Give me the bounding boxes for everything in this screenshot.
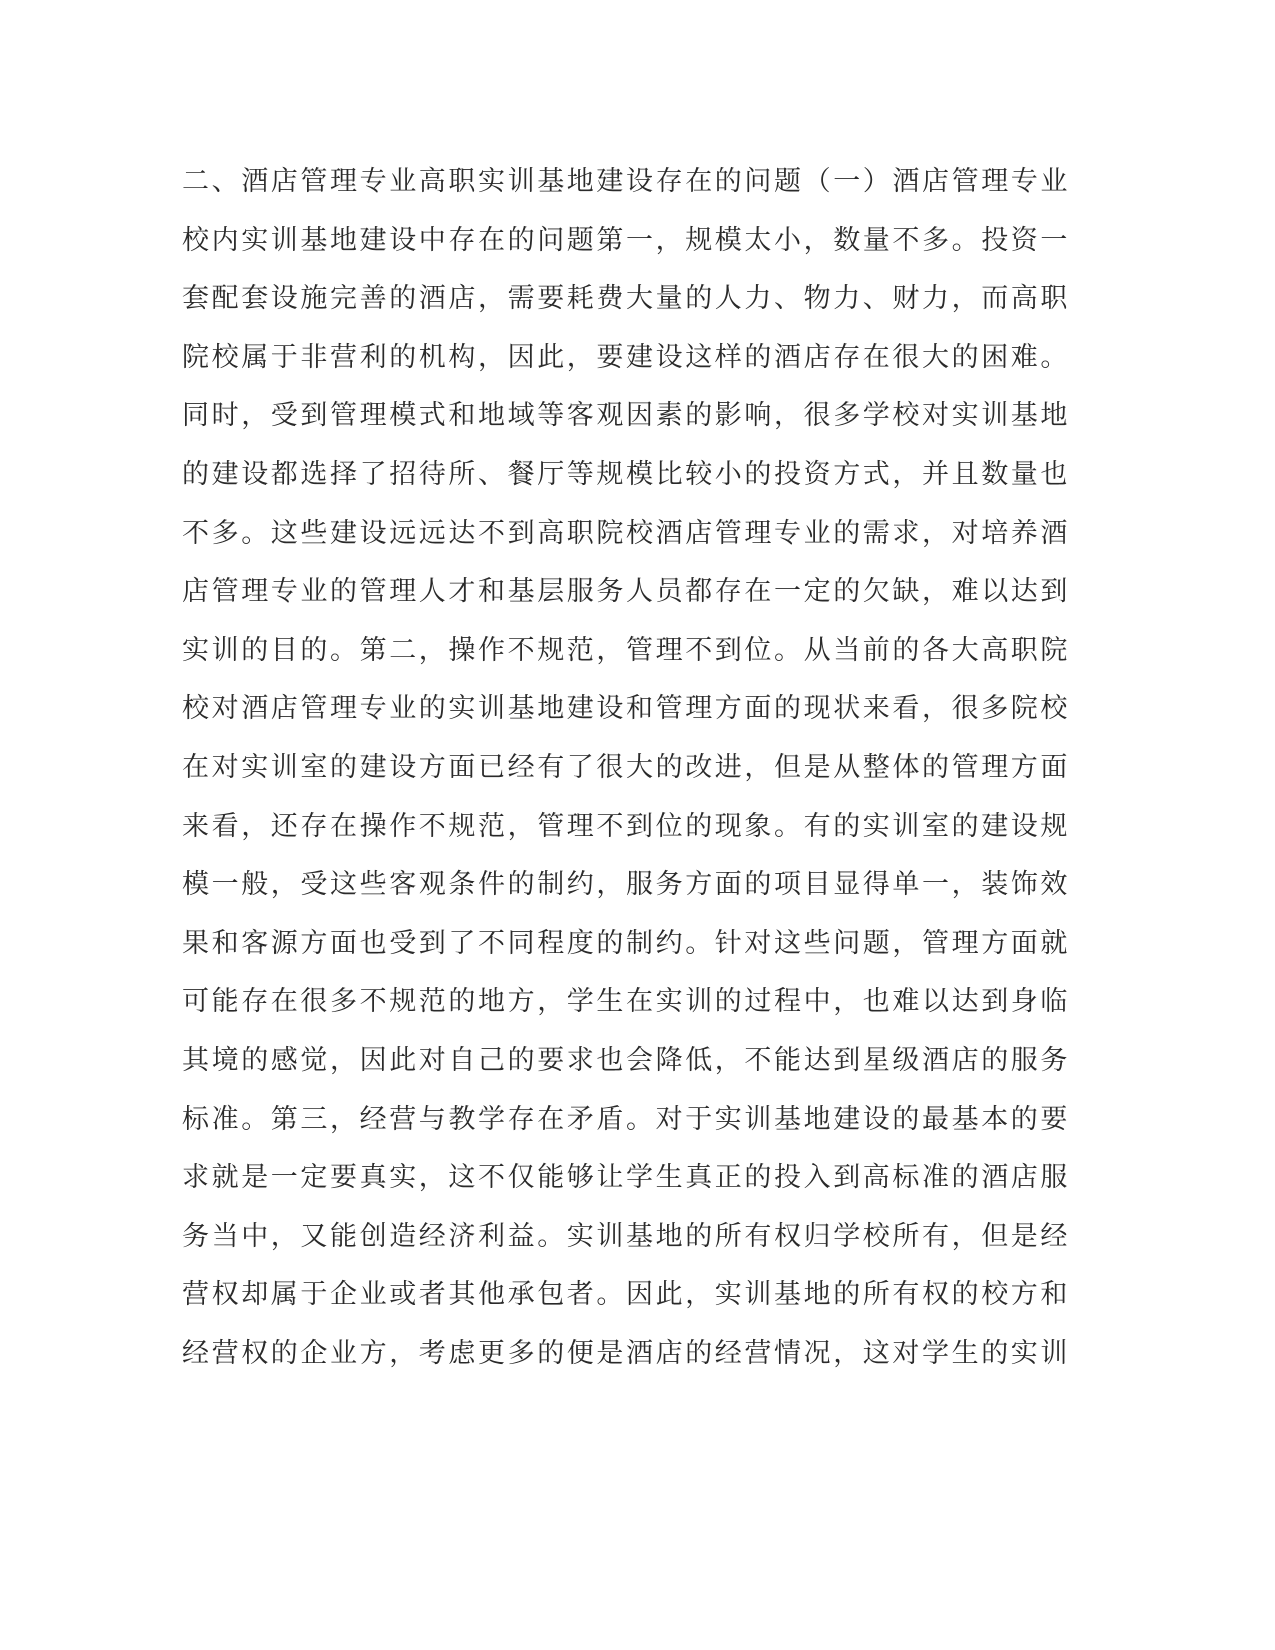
text-line: 二、酒店管理专业高职实训基地建设存在的问题（一）酒店管理专业 (182, 166, 1070, 197)
text-line: 来看，还存在操作不规范，管理不到位的现象。有的实训室的建设规 (182, 810, 1070, 842)
text-line: 务当中，又能创造经济利益。实训基地的所有权归学校所有，但是经 (182, 1220, 1070, 1252)
text-line: 同时，受到管理模式和地域等客观因素的影响，很多学校对实训基地 (182, 400, 1070, 432)
text-line: 营权却属于企业或者其他承包者。因此，实训基地的所有权的校方和 (182, 1279, 1070, 1311)
text-line: 模一般，受这些客观条件的制约，服务方面的项目显得单一，装饰效 (182, 869, 1070, 901)
text-line: 店管理专业的管理人才和基层服务人员都存在一定的欠缺，难以达到 (182, 576, 1070, 608)
text-line: 校对酒店管理专业的实训基地建设和管理方面的现状来看，很多院校 (182, 693, 1070, 725)
text-line: 院校属于非营利的机构，因此，要建设这样的酒店存在很大的困难。 (182, 341, 1070, 373)
text-line: 求就是一定要真实，这不仅能够让学生真正的投入到高标准的酒店服 (182, 1162, 1070, 1194)
body-text (182, 160, 1070, 1390)
text-line: 标准。第三，经营与教学存在矛盾。对于实训基地建设的最基本的要 (182, 1103, 1070, 1135)
text-line: 可能存在很多不规范的地方，学生在实训的过程中，也难以达到身临 (182, 986, 1070, 1018)
text-line: 套配套设施完善的酒店，需要耗费大量的人力、物力、财力，而高职 (182, 283, 1070, 315)
text-line: 校内实训基地建设中存在的问题第一，规模太小，数量不多。投资一 (182, 224, 1070, 256)
text-line: 的建设都选择了招待所、餐厅等规模比较小的投资方式，并且数量也 (182, 458, 1070, 490)
text-line: 经营权的企业方，考虑更多的便是酒店的经营情况，这对学生的实训 (182, 1337, 1070, 1369)
text-line: 实训的目的。第二，操作不规范，管理不到位。从当前的各大高职院 (182, 634, 1070, 666)
text-line: 果和客源方面也受到了不同程度的制约。针对这些问题，管理方面就 (182, 927, 1070, 959)
text-line: 其境的感觉，因此对自己的要求也会降低，不能达到星级酒店的服务 (182, 1044, 1070, 1076)
text-line: 不多。这些建设远远达不到高职院校酒店管理专业的需求，对培养酒 (182, 517, 1070, 549)
text-line: 在对实训室的建设方面已经有了很大的改进，但是从整体的管理方面 (182, 751, 1070, 783)
